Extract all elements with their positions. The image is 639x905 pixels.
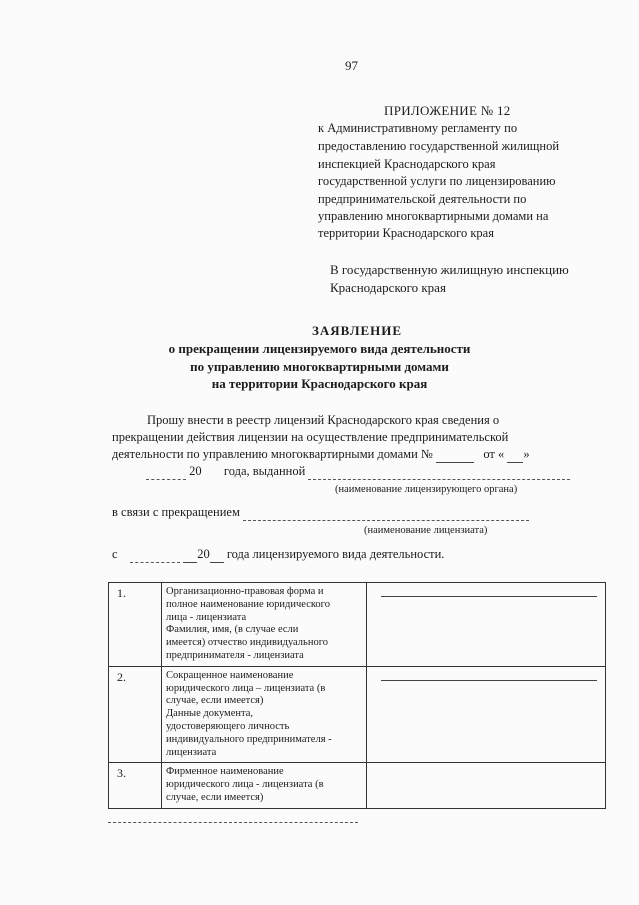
paragraph-line-issue-date	[146, 464, 570, 480]
termination-line	[112, 505, 529, 521]
termination-day-month-field[interactable]	[130, 547, 180, 563]
licensee-name-field[interactable]	[243, 505, 529, 521]
appendix-line: территории Краснодарского края	[318, 226, 494, 240]
row-label-line: Сокращенное наименование	[166, 669, 294, 681]
row-label-line: удостоверяющего личность	[166, 720, 290, 732]
licensing-authority-caption: (наименование лицензирующего органа)	[335, 484, 518, 495]
licensee-info-table	[108, 582, 606, 809]
row-label-line: Фирменное наименование	[166, 766, 284, 778]
appendix-line: инспекцией Краснодарского края	[318, 157, 496, 171]
row-label-line: лица - лицензиата	[166, 611, 247, 623]
row-label-line: полное наименование юридического	[166, 598, 330, 610]
row-label-line: Данные документа,	[166, 708, 253, 720]
appendix-line: управлению многоквартирными домами на	[318, 209, 549, 223]
appendix-line: государственной услуги по лицензированию	[318, 174, 556, 188]
row-value-cell[interactable]	[367, 763, 606, 808]
row-label-line: юридического лица - лицензиата (в	[166, 779, 324, 791]
paragraph-line-license-number	[112, 447, 530, 463]
document-subtitle-line: на территории Краснодарского края	[211, 376, 428, 391]
licensee-caption: (наименование лицензиата)	[364, 525, 488, 536]
paragraph-line: прекращении действия лицензии на осуществление предпринимательской	[112, 430, 509, 444]
row-label-line: Фамилия, имя, (в случае если	[166, 624, 299, 636]
row-value-cell[interactable]	[367, 666, 606, 763]
table-row	[109, 763, 606, 808]
row-label-line: юридического лица – лицензиата (в	[166, 682, 326, 694]
licensing-authority-field[interactable]	[308, 464, 570, 480]
termination-year-prefix-field[interactable]	[183, 547, 197, 563]
addressee-line: В государственную жилищную инспекцию	[330, 262, 569, 277]
appendix-line: предоставлению государственной жилищной	[318, 139, 560, 153]
row-number: 3.	[109, 763, 162, 808]
row-label-line: предпринимателя - лицензиата	[166, 649, 304, 661]
table-row	[109, 666, 606, 763]
row-label-line: имеется) отчество индивидуального	[166, 637, 329, 649]
appendix-line: предпринимательской деятельности по	[318, 192, 527, 206]
paragraph-text: деятельности по управлению многоквартирными домами №	[112, 447, 433, 461]
paragraph-line: Прошу внести в реестр лицензий Краснодарского края сведения о	[147, 413, 500, 427]
addressee-line: Краснодарского края	[330, 280, 446, 295]
termination-year-field[interactable]	[210, 547, 224, 563]
row-label	[162, 583, 367, 667]
value-underline	[381, 595, 597, 597]
row-label	[162, 763, 367, 808]
termination-label: в связи с прекращением	[112, 505, 240, 519]
paragraph-text: 20	[189, 464, 202, 478]
license-month-field[interactable]	[146, 464, 186, 480]
row-label-line: случае, если имеется)	[166, 791, 264, 803]
termination-date-line	[112, 547, 444, 563]
license-year-field[interactable]	[205, 464, 221, 480]
row-number: 2.	[109, 666, 162, 763]
table-bottom-border	[108, 822, 358, 823]
paragraph-text: »	[523, 447, 530, 461]
page-number: 97	[345, 58, 358, 73]
appendix-line: к Административному регламенту по	[318, 121, 518, 135]
row-label-line: индивидуального предпринимателя -	[166, 733, 332, 745]
document-title: ЗАЯВЛЕНИЕ	[312, 323, 403, 338]
license-number-field[interactable]	[436, 447, 474, 463]
row-label	[162, 666, 367, 763]
row-label-line: лицензиата	[166, 746, 217, 758]
paragraph-text: года лицензируемого вида деятельности.	[226, 547, 445, 561]
paragraph-text: с	[112, 547, 118, 561]
appendix-title: ПРИЛОЖЕНИЕ № 12	[384, 103, 511, 118]
row-number: 1.	[109, 583, 162, 667]
paragraph-text: 20	[197, 547, 210, 561]
row-label-line: случае, если имеется)	[166, 695, 264, 707]
document-subtitle-line: о прекращении лицензируемого вида деятельности	[168, 341, 471, 356]
table-row	[109, 583, 606, 667]
row-label-line: Организационно-правовая форма и	[166, 586, 324, 597]
license-day-field[interactable]	[507, 447, 523, 463]
row-value-cell[interactable]	[367, 583, 606, 667]
paragraph-text: от «	[483, 447, 505, 461]
paragraph-text: года, выданной	[223, 464, 306, 478]
document-subtitle-line: по управлению многоквартирными домами	[190, 359, 449, 374]
value-underline	[381, 679, 597, 681]
